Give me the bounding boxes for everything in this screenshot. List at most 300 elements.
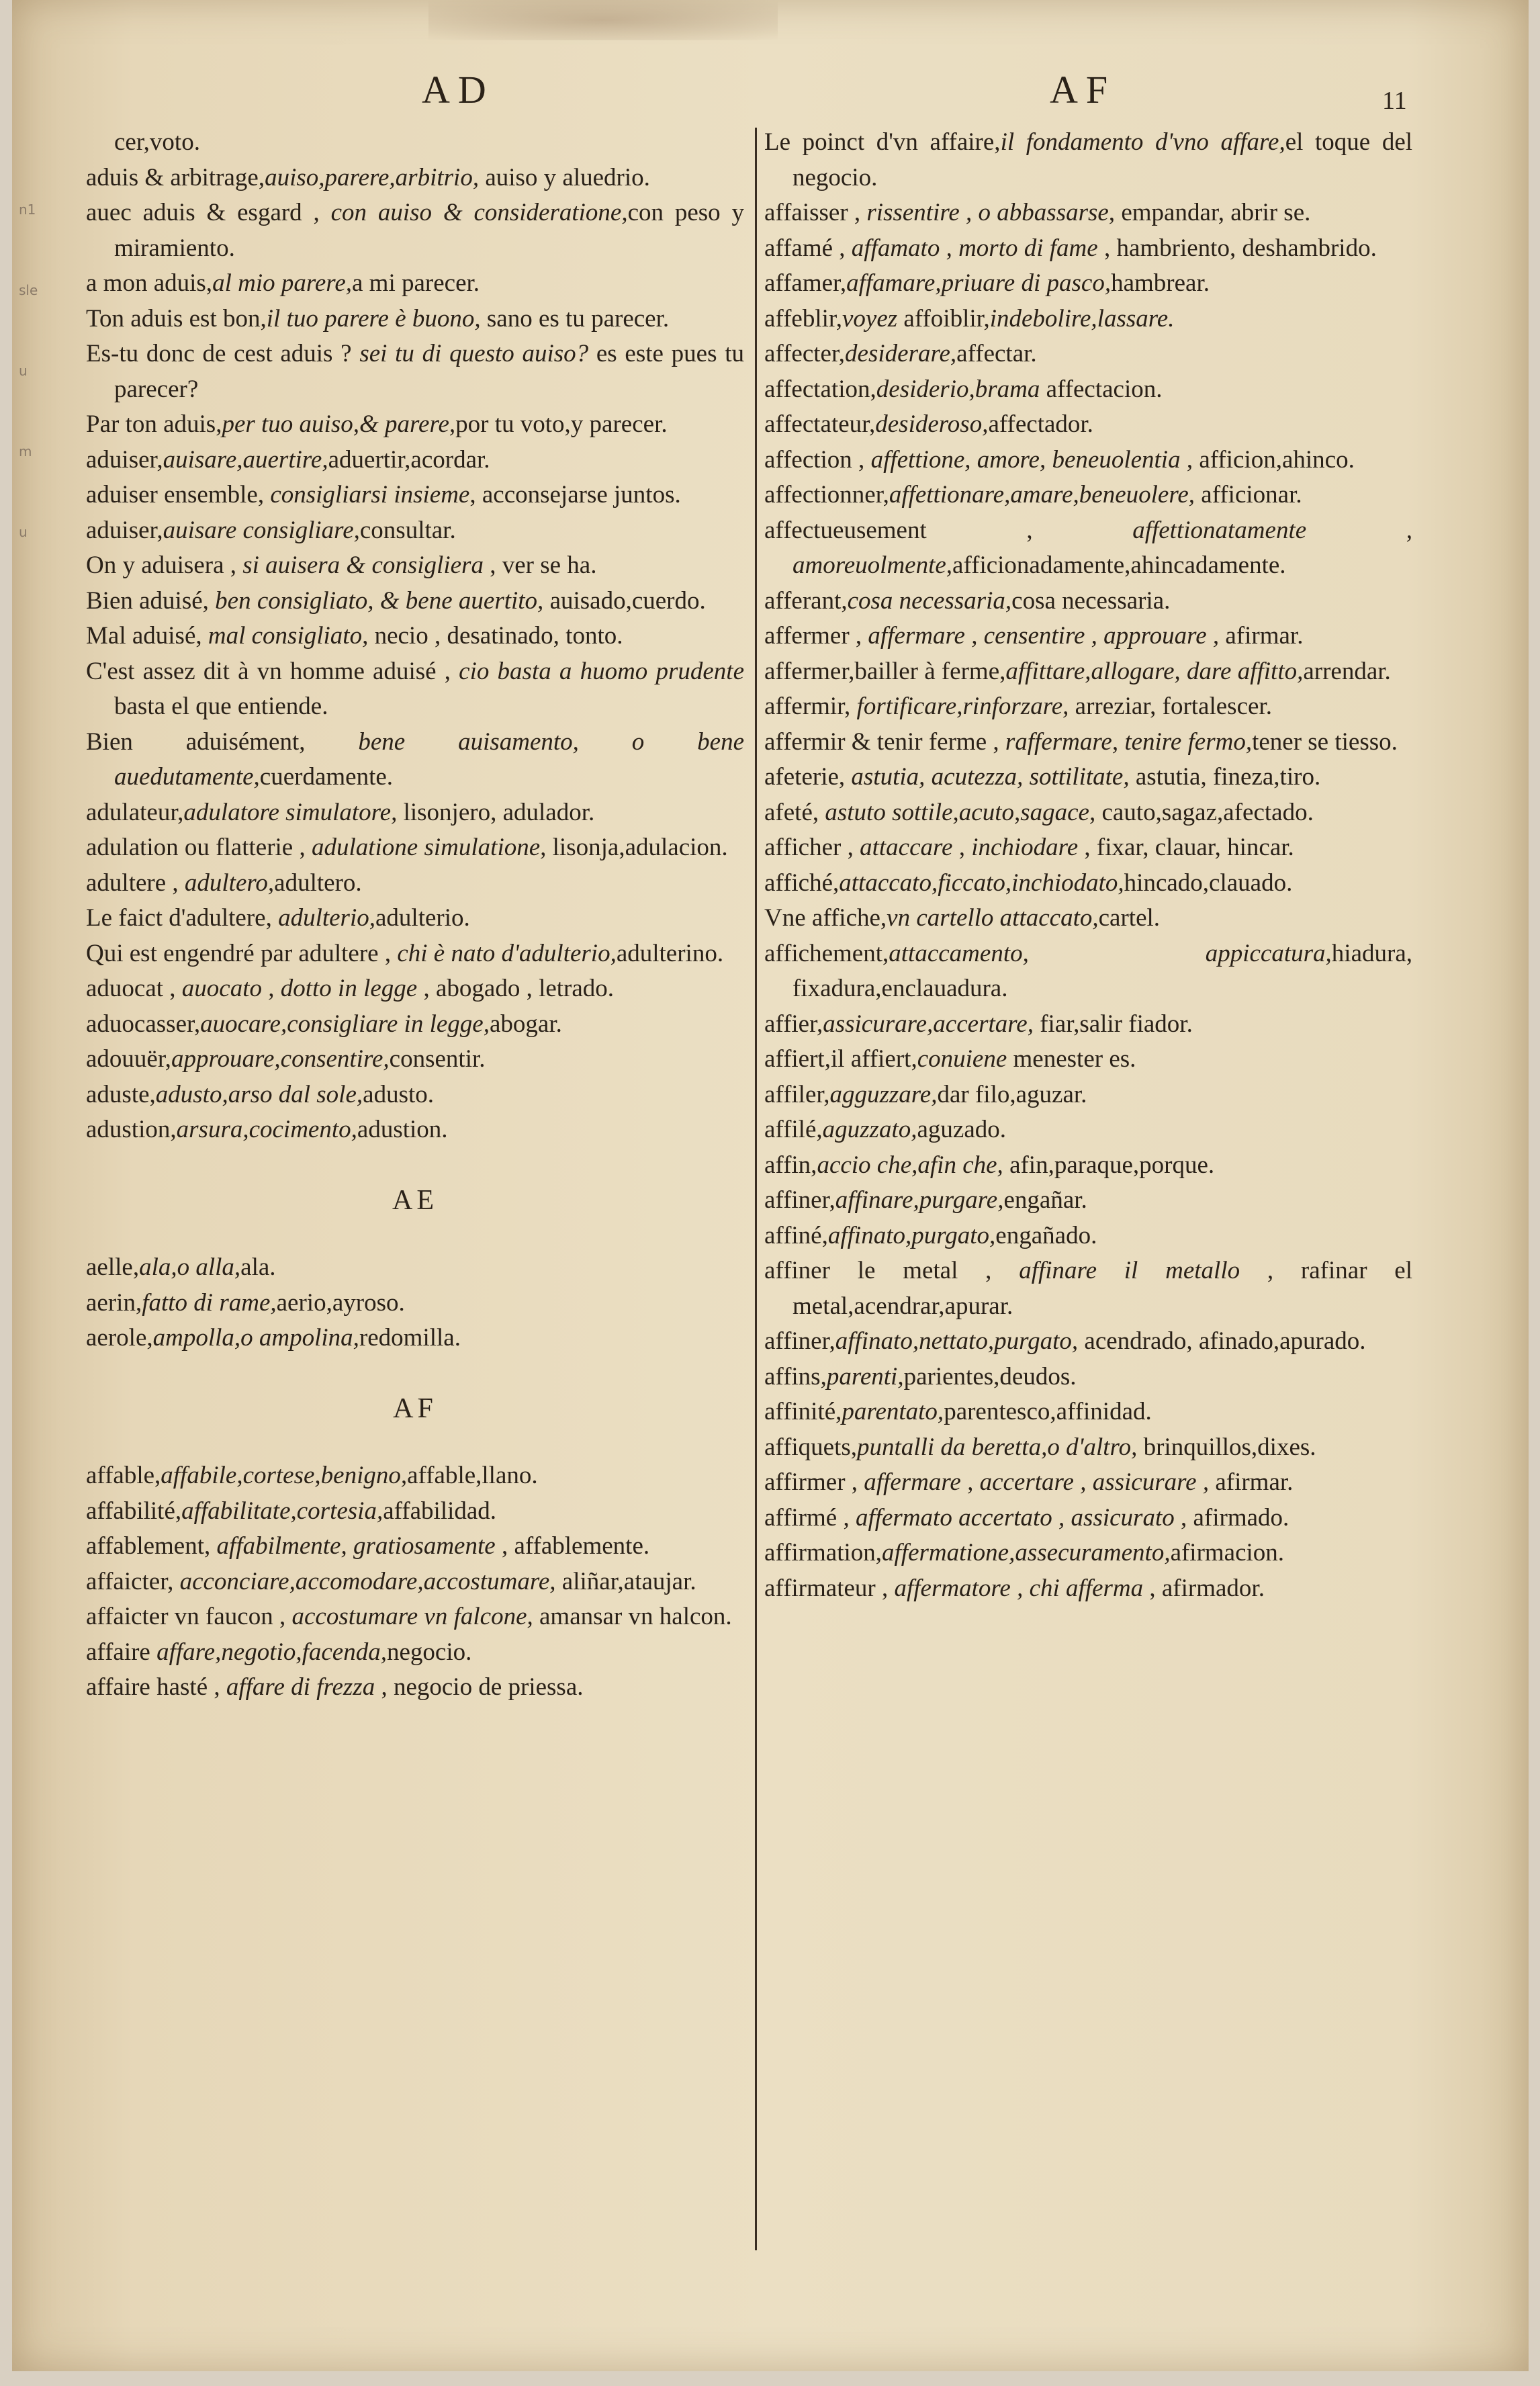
entry-text: affamé ,	[764, 234, 852, 262]
entry-text: aliñar,ataujar.	[555, 1567, 696, 1595]
italian-gloss: affermato accertato , assicurato	[855, 1503, 1175, 1532]
entry-text: arrendar.	[1303, 657, 1391, 685]
entry-text: affable,	[86, 1462, 161, 1489]
entry-text: aduertir,acordar.	[328, 445, 490, 474]
entry-text: affermir & tenir ferme ,	[764, 727, 1005, 756]
italian-gloss: voyez	[842, 304, 898, 333]
entry-text: affirmer ,	[764, 1468, 864, 1496]
entry-text: affirmateur ,	[764, 1574, 895, 1602]
dictionary-entry	[86, 161, 744, 196]
italian-gloss: puntalli da beretta,o d'altro,	[857, 1433, 1138, 1461]
entry-text: affabilidad.	[383, 1497, 497, 1525]
entry-text: , ver se ha.	[483, 551, 597, 579]
entry-text: aerio,ayroso.	[276, 1288, 405, 1317]
italian-gloss: auisare consigliare,	[163, 516, 360, 544]
entry-text: astutia, fineza,tiro.	[1129, 763, 1321, 791]
italian-gloss: accio che,afin che,	[817, 1151, 1003, 1179]
entry-text: amansar vn halcon.	[533, 1603, 732, 1630]
entry-text: abogar.	[489, 1010, 562, 1038]
italian-gloss: affinare,purgare,	[835, 1186, 1004, 1214]
italian-gloss: affettionare,amare,beneuolere,	[889, 481, 1195, 509]
entry-text: affectador.	[988, 410, 1093, 438]
entry-text: es este pues tu parecer?	[114, 340, 744, 403]
italian-gloss: mal consigliato,	[208, 622, 369, 650]
italian-gloss: al mio parere,	[212, 269, 352, 297]
dictionary-entry	[86, 654, 744, 725]
italian-gloss: auocare,consigliare in legge,	[200, 1010, 490, 1038]
entry-text: cosa necessaria.	[1011, 586, 1171, 615]
entry-text: auec aduis & esgard ,	[86, 199, 331, 226]
margin-mark: m	[19, 443, 32, 459]
dictionary-entry	[86, 337, 744, 407]
entry-text: aerole,	[86, 1324, 153, 1352]
dictionary-entry	[764, 1007, 1412, 1043]
entry-text: cartel.	[1098, 904, 1161, 932]
dictionary-entry	[764, 584, 1412, 619]
entry-text: affiner,	[764, 1327, 835, 1355]
entry-text: aerin,	[86, 1288, 142, 1317]
entry-text: adulateur,	[86, 798, 184, 826]
italian-gloss: aguzzato,	[822, 1116, 917, 1143]
entry-text: affermir,	[764, 693, 857, 720]
entry-text: affaire	[86, 1638, 157, 1666]
entry-text: adulterino.	[616, 939, 724, 967]
entry-text: auiso y aluedrio.	[479, 163, 650, 191]
italian-gloss: affamato , morto di fame	[851, 234, 1098, 262]
entry-text: cer,voto.	[114, 128, 200, 156]
dictionary-entry	[86, 443, 744, 478]
italian-gloss: affare,negotio,facenda,	[156, 1638, 387, 1666]
entry-text: adulation ou flatterie ,	[86, 834, 312, 861]
entry-text: Par ton aduis,	[86, 410, 222, 438]
entry-text: brinquillos,dixes.	[1137, 1433, 1316, 1461]
entry-text: affectueusement ,	[764, 516, 1133, 544]
dictionary-entry	[86, 1250, 744, 1286]
entry-text: menester es.	[1007, 1045, 1136, 1073]
entry-text: aduis & arbitrage,	[86, 163, 265, 191]
italian-gloss: ala,o alla,	[139, 1253, 241, 1281]
entry-text: affaisser ,	[764, 199, 867, 226]
italian-gloss: bene auisamento, o bene auedutamente,	[114, 727, 745, 791]
right-column	[764, 125, 1412, 1606]
italian-gloss: affermare , accertare , assicurare ,	[864, 1468, 1210, 1496]
dictionary-entry	[86, 1670, 744, 1706]
dictionary-entry	[764, 1430, 1412, 1466]
entry-text: , empandar, abrir se.	[1108, 199, 1311, 226]
dictionary-entry	[764, 1395, 1412, 1430]
entry-text: aduste,	[86, 1080, 156, 1108]
entry-text: affiner le metal ,	[764, 1257, 1020, 1284]
entry-text: , fixar, clauar, hincar.	[1078, 834, 1294, 861]
dictionary-entry	[86, 866, 744, 901]
entry-text: Le faict d'adultere,	[86, 904, 279, 932]
entry-text: affirmation,	[764, 1539, 882, 1566]
italian-gloss: astutia, acutezza, sottilitate,	[851, 763, 1130, 791]
dictionary-entry	[86, 1112, 744, 1148]
italian-gloss: affermare , censentire , approuare ,	[868, 622, 1220, 650]
dictionary-entry	[86, 795, 744, 831]
dictionary-entry	[86, 830, 744, 866]
entry-text: affectionner,	[764, 481, 889, 509]
entry-text: affecter,	[764, 340, 846, 367]
entry-text: affectar.	[956, 340, 1037, 367]
entry-text: afirmar.	[1219, 622, 1304, 650]
italian-gloss: approuare,consentire,	[171, 1045, 390, 1073]
dictionary-entry	[86, 1077, 744, 1113]
section-heading: AF	[393, 1393, 437, 1424]
dictionary-entry	[86, 936, 744, 972]
italian-gloss: si auisera & consigliera	[242, 551, 484, 579]
dictionary-entry	[764, 443, 1412, 478]
entry-text: basta el que entiende.	[114, 693, 328, 720]
entry-text: C'est assez dit à vn homme aduisé ,	[86, 657, 459, 685]
italian-gloss: cio basta a huomo prudente	[459, 657, 745, 685]
italian-gloss: adusto,arso dal sole,	[155, 1080, 363, 1108]
italian-gloss: affermatore , chi afferma	[894, 1574, 1144, 1602]
italian-gloss: assicurare,accertare,	[823, 1010, 1034, 1038]
dictionary-entry	[86, 1529, 744, 1564]
page-stain	[428, 0, 778, 40]
dictionary-entry	[86, 725, 744, 795]
entry-text: affeblir,	[764, 304, 842, 333]
dictionary-entry	[86, 302, 744, 337]
entry-text: affier,	[764, 1010, 823, 1038]
entry-text: affectation,	[764, 375, 876, 403]
italian-gloss: affabile,cortese,benigno,	[161, 1462, 408, 1489]
italian-gloss: con auiso & consideratione,	[330, 199, 628, 226]
italian-gloss: auocato , dotto in legge	[181, 975, 418, 1002]
dictionary-entry	[764, 866, 1412, 901]
dictionary-entry	[86, 619, 744, 654]
dictionary-entry	[86, 901, 744, 936]
entry-text: necio , desatinado, tonto.	[368, 622, 623, 650]
dictionary-entry	[86, 1042, 744, 1077]
entry-text: , negocio de priessa.	[375, 1673, 584, 1701]
margin-mark: u	[19, 363, 28, 379]
dictionary-entry	[764, 1571, 1412, 1607]
dictionary-entry	[764, 1324, 1412, 1360]
margin-mark: n1	[19, 202, 36, 218]
entry-text: con peso y miramiento.	[114, 199, 744, 262]
entry-text: affins,	[764, 1362, 827, 1390]
entry-text: Es-tu donc de cest aduis ?	[86, 340, 360, 367]
entry-text: consultar.	[359, 516, 456, 544]
entry-text: affirmé ,	[764, 1503, 856, 1532]
entry-text: sano es tu parecer.	[480, 304, 670, 333]
dictionary-entry	[764, 372, 1412, 408]
entry-text: affable,llano.	[407, 1462, 538, 1489]
italian-gloss: fatto di rame,	[142, 1288, 277, 1317]
italian-gloss: affare di frezza	[226, 1673, 375, 1701]
entry-text: affilé,	[764, 1116, 823, 1143]
entry-text: afeté,	[764, 798, 825, 826]
column-rule	[755, 128, 757, 2250]
entry-text: affiquets,	[764, 1433, 858, 1461]
dictionary-entry	[86, 1635, 744, 1671]
entry-text: redomilla.	[359, 1324, 461, 1352]
italian-gloss: adulatione simulatione,	[311, 834, 547, 861]
dictionary-entry	[764, 689, 1412, 725]
entry-text: Qui est engendré par adultere ,	[86, 939, 398, 967]
italian-gloss: attaccato,ficcato,inchiodato,	[839, 869, 1124, 897]
dictionary-entry	[764, 1536, 1412, 1571]
entry-text: , afficion,ahinco.	[1180, 445, 1355, 474]
dictionary-entry	[764, 1465, 1412, 1501]
entry-text: , afirmado.	[1174, 1503, 1289, 1532]
dictionary-entry	[764, 1183, 1412, 1219]
entry-text: affabilité,	[86, 1497, 182, 1525]
italian-gloss: auisare,auertire,	[163, 445, 328, 474]
dictionary-entry	[764, 1360, 1412, 1395]
entry-text: ala.	[240, 1253, 276, 1281]
entry-text: aguzado.	[917, 1116, 1006, 1143]
dictionary-entry	[764, 302, 1412, 337]
entry-text: hiadura, fixadura,enclauadura.	[792, 939, 1412, 1002]
italian-gloss: agguzzare,	[829, 1080, 938, 1108]
entry-text: afficionadamente,ahincadamente.	[952, 551, 1286, 579]
entry-text: afeterie,	[764, 763, 852, 791]
dictionary-entry	[86, 548, 744, 584]
entry-text: engañar.	[1003, 1186, 1087, 1214]
dictionary-entry	[764, 478, 1412, 513]
dictionary-entry	[764, 231, 1412, 267]
dictionary-entry	[86, 584, 744, 619]
entry-text: afferant,	[764, 586, 848, 615]
entry-text: fiar,salir fiador.	[1033, 1010, 1193, 1038]
italian-gloss: il tuo parere è buono,	[266, 304, 481, 333]
dictionary-entry	[86, 266, 744, 302]
italian-gloss: affamare,priuare di pasco,	[846, 269, 1112, 297]
dictionary-entry	[86, 478, 744, 513]
entry-text: affichement,	[764, 939, 889, 967]
entry-text: afin,paraque,porque.	[1003, 1151, 1215, 1179]
entry-text: , rafinar el metal,acendrar,apurar.	[792, 1257, 1412, 1320]
entry-text: affaire hasté ,	[86, 1673, 226, 1701]
entry-text: affoiblir,	[897, 304, 990, 333]
entry-text: parientes,deudos.	[903, 1362, 1077, 1390]
page-number: 11	[1382, 87, 1407, 115]
entry-text: Ton aduis est bon,	[86, 304, 267, 333]
entry-text: cuerdamente.	[259, 763, 394, 791]
entry-text: Bien aduisé,	[86, 586, 216, 615]
dictionary-entry	[764, 654, 1412, 690]
entry-text: Le poinct d'vn affaire,	[764, 128, 1001, 156]
running-head-right: AF	[1050, 68, 1116, 112]
italian-gloss: adulatore simulatore,	[183, 798, 398, 826]
italian-gloss: per tuo auiso,& parere,	[222, 410, 456, 438]
entry-text: hambrear.	[1111, 269, 1210, 297]
italian-gloss: desideroso,	[875, 410, 989, 438]
italian-gloss: affettionatamente , amoreuolmente,	[792, 516, 1412, 579]
entry-text: el toque del negocio.	[792, 128, 1413, 191]
dictionary-entry	[764, 337, 1412, 372]
dictionary-entry	[86, 407, 744, 443]
dictionary-entry	[86, 195, 744, 266]
dictionary-entry	[764, 1042, 1412, 1077]
italian-gloss: auiso,parere,arbitrio,	[265, 163, 480, 191]
entry-text: afirmacion.	[1170, 1539, 1285, 1566]
italian-gloss: raffermare, tenire fermo,	[1005, 727, 1253, 756]
dictionary-entry	[764, 1077, 1412, 1113]
entry-text: , abogado , letrado.	[417, 975, 615, 1002]
dictionary-entry	[764, 266, 1412, 302]
dictionary-page	[12, 0, 1529, 2371]
entry-text: , hambriento, deshambrido.	[1097, 234, 1377, 262]
italian-gloss: adultero,	[184, 869, 275, 897]
entry-text: affection ,	[764, 445, 871, 474]
italian-gloss: affabilmente, gratiosamente	[216, 1532, 496, 1560]
entry-text: aelle,	[86, 1253, 140, 1281]
entry-text: adustion.	[357, 1116, 448, 1143]
italian-gloss: fortificare,rinforzare,	[856, 693, 1069, 720]
dictionary-entry	[764, 725, 1412, 760]
italian-gloss: cosa necessaria,	[847, 586, 1012, 615]
entry-text: affaicter,	[86, 1567, 180, 1595]
entry-text: adouuër,	[86, 1045, 171, 1073]
dictionary-entry	[764, 125, 1412, 195]
dictionary-entry	[764, 830, 1412, 866]
dictionary-entry	[764, 619, 1412, 654]
dictionary-entry	[764, 1148, 1412, 1184]
dictionary-entry	[764, 1219, 1412, 1254]
italian-gloss: affettione, amore, beneuolentia	[870, 445, 1181, 474]
dictionary-entry	[86, 971, 744, 1007]
margin-mark: u	[19, 524, 28, 540]
dictionary-entry	[86, 513, 744, 549]
entry-text: affiché,	[764, 869, 840, 897]
entry-text: affiner,	[764, 1186, 835, 1214]
entry-text: arreziar, fortalescer.	[1069, 693, 1272, 720]
italian-gloss: sei tu di questo auiso?	[359, 340, 589, 367]
dictionary-entry	[86, 1458, 744, 1494]
entry-text: affinité,	[764, 1398, 842, 1425]
dictionary-entry	[764, 1501, 1412, 1536]
italian-gloss: adulterio,	[278, 904, 375, 932]
italian-gloss: acconciare,accomodare,accostumare,	[179, 1567, 556, 1595]
dictionary-entry	[86, 1321, 744, 1356]
entry-text: Bien aduisément,	[86, 727, 359, 756]
entry-text: adultero.	[274, 869, 362, 897]
entry-text: aduiser,	[86, 516, 163, 544]
entry-text: dar filo,aguzar.	[937, 1080, 1087, 1108]
entry-text: affectacion.	[1040, 375, 1163, 403]
entry-text: affaicter vn faucon ,	[86, 1603, 292, 1630]
dictionary-entry	[86, 1494, 744, 1530]
entry-text: consentir.	[389, 1045, 486, 1073]
entry-text: a mon aduis,	[86, 269, 213, 297]
dictionary-entry	[764, 936, 1412, 1007]
entry-text: aduocasser,	[86, 1010, 201, 1038]
entry-text: affiler,	[764, 1080, 830, 1108]
entry-text: afficher ,	[764, 834, 860, 861]
entry-text: , afirmador.	[1143, 1574, 1265, 1602]
dictionary-entry	[86, 1286, 744, 1321]
italian-gloss: affinare il metallo	[1019, 1257, 1240, 1284]
dictionary-entry	[764, 195, 1412, 231]
dictionary-entry	[764, 1112, 1412, 1148]
dictionary-entry	[86, 1599, 744, 1635]
entry-text: affectateur,	[764, 410, 876, 438]
italian-gloss: conuiene	[917, 1045, 1007, 1073]
entry-text: afficionar.	[1195, 481, 1302, 509]
entry-text: Mal aduisé,	[86, 622, 208, 650]
entry-text: auisado,cuerdo.	[543, 586, 706, 615]
entry-text: adusto.	[363, 1080, 434, 1108]
entry-text: lisonjero, adulador.	[397, 798, 595, 826]
italian-gloss: desiderio,brama	[876, 375, 1040, 403]
italian-gloss: arsura,cocimento,	[176, 1116, 357, 1143]
italian-gloss: affermatione,assecuramento,	[882, 1539, 1171, 1566]
entry-text: adulterio.	[375, 904, 470, 932]
entry-text: adultere ,	[86, 869, 185, 897]
italian-gloss: affinato,nettato,purgato,	[835, 1327, 1079, 1355]
entry-text: adustion,	[86, 1116, 177, 1143]
italian-gloss: indebolire,lassare.	[989, 304, 1175, 333]
dictionary-entry	[764, 901, 1412, 936]
dictionary-entry	[764, 1253, 1412, 1324]
entry-continuation	[86, 125, 744, 161]
italian-gloss: rissentire , o abbassarse	[866, 199, 1109, 226]
entry-text: cauto,sagaz,afectado.	[1095, 798, 1314, 826]
entry-text: parentesco,affinidad.	[944, 1398, 1152, 1425]
entry-text: , acconsejarse juntos.	[469, 481, 681, 509]
entry-text: affermer ,	[764, 622, 868, 650]
entry-text: , affablemente.	[495, 1532, 650, 1560]
entry-text: affermer,bailler à ferme,	[764, 657, 1006, 685]
margin-mark: sle	[19, 282, 38, 298]
section-heading: AE	[392, 1184, 438, 1216]
entry-text: tener se tiesso.	[1252, 727, 1398, 756]
entry-text: affiné,	[764, 1221, 828, 1249]
entry-text: aduocat ,	[86, 975, 182, 1002]
entry-text: affin,	[764, 1151, 817, 1179]
running-head-left: AD	[422, 68, 494, 112]
dictionary-entry	[764, 407, 1412, 443]
entry-text: negocio.	[386, 1638, 472, 1666]
entry-text: Vne affiche,	[764, 904, 887, 932]
italian-gloss: ben consigliato, & bene auertito,	[215, 586, 544, 615]
entry-text: engañado.	[995, 1221, 1097, 1249]
italian-gloss: vn cartello attaccato,	[887, 904, 1099, 932]
dictionary-entry	[764, 513, 1412, 584]
entry-text: aduiser,	[86, 445, 163, 474]
left-column	[86, 125, 744, 1706]
italian-gloss: astuto sottile,acuto,sagace,	[825, 798, 1096, 826]
italian-gloss: desiderare,	[845, 340, 957, 367]
entry-text: por tu voto,y parecer.	[455, 410, 668, 438]
italian-gloss: accostumare vn falcone,	[291, 1603, 533, 1630]
entry-text: lisonja,adulacion.	[546, 834, 728, 861]
dictionary-entry	[764, 760, 1412, 795]
entry-text: acendrado, afinado,apurado.	[1078, 1327, 1366, 1355]
entry-text: aduiser ensemble,	[86, 481, 271, 509]
italian-gloss: affittare,allogare, dare affitto,	[1005, 657, 1304, 685]
entry-text: afirmar.	[1209, 1468, 1294, 1496]
italian-gloss: ampolla,o ampolina,	[152, 1324, 359, 1352]
margin-marks	[19, 202, 39, 605]
italian-gloss: attaccare , inchiodare	[860, 834, 1079, 861]
dictionary-entry	[764, 795, 1412, 831]
italian-gloss: affinato,purgato,	[827, 1221, 996, 1249]
italian-gloss: affabilitate,cortesia,	[181, 1497, 383, 1525]
entry-text: a mi parecer.	[352, 269, 480, 297]
entry-text: affablement,	[86, 1532, 217, 1560]
italian-gloss: il fondamento d'vno affare,	[1000, 128, 1285, 156]
dictionary-entry	[86, 1564, 744, 1600]
italian-gloss: consigliarsi insieme	[270, 481, 470, 509]
entry-text: hincado,clauado.	[1124, 869, 1293, 897]
italian-gloss: parentato,	[842, 1398, 944, 1425]
